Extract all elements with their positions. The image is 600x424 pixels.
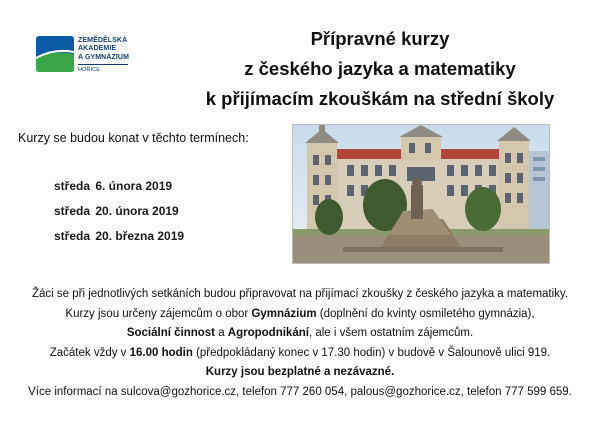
school-building-photo (292, 124, 550, 264)
description-line (0, 344, 600, 364)
title-line: k přijímacím zkouškám na střední školy (205, 88, 555, 109)
program-gymnazium: Gymnázium (251, 307, 317, 320)
page-title (170, 24, 590, 114)
logo-town: HOŘICE (78, 64, 128, 74)
date-day: středa (54, 204, 91, 218)
title-line: Přípravné kurzy (310, 28, 450, 49)
program-social: Sociální činnost (126, 327, 215, 339)
date-item (54, 174, 184, 199)
text-span: (předpokládaný konec v 17.30 hodin) v budově v Šalounově ulici 919. (192, 346, 551, 359)
date-value: 6. února 2019 (95, 179, 173, 193)
date-item (54, 224, 184, 249)
description-line (0, 324, 600, 344)
text-span: Kurzy jsou určeny zájemcům o obor (65, 307, 252, 320)
description-line: Žáci se při jednotlivých setkáních budou připravovat na přijímací zkoušky z českého jazyka a matematiky. (31, 288, 569, 300)
school-building-illustration (293, 125, 549, 263)
course-description (0, 285, 600, 402)
title-line: z českého jazyka a matematiky (244, 58, 516, 79)
text-span: Začátek vždy v (49, 346, 130, 359)
contact-line: Více informací na sulcova@gozhorice.cz, telefon 777 260 054, palous@gozhorice.cz, telefon 777 599 659. (28, 385, 572, 398)
date-item (54, 199, 184, 224)
text-span: , ale i všem ostatním zájemcům. (308, 327, 474, 339)
free-note: Kurzy jsou bezplatné a nezávazné. (205, 366, 395, 378)
school-logo-icon (36, 36, 74, 72)
start-time: 16.00 hodin (129, 346, 193, 359)
logo-line: AKADEMIE (78, 45, 117, 53)
program-agro: Agropodnikání (227, 327, 309, 339)
intro-text: Kurzy se budou konat v těchto termínech: (18, 131, 249, 145)
description-line (0, 305, 600, 325)
date-value: 20. března 2019 (95, 229, 185, 243)
school-logo (36, 36, 146, 78)
school-logo-text (78, 37, 129, 75)
date-value: 20. února 2019 (95, 204, 179, 218)
logo-line: A GYMNÁZIUM (78, 53, 130, 61)
text-span: (doplnění do kvinty osmiletého gymnázia), (316, 307, 535, 320)
course-dates (54, 174, 184, 249)
description-line (0, 363, 600, 383)
text-span: a (215, 327, 228, 339)
logo-line: ZEMĚDĚLSKÁ (78, 37, 128, 44)
date-day: středa (54, 229, 91, 243)
date-day: středa (54, 179, 91, 193)
